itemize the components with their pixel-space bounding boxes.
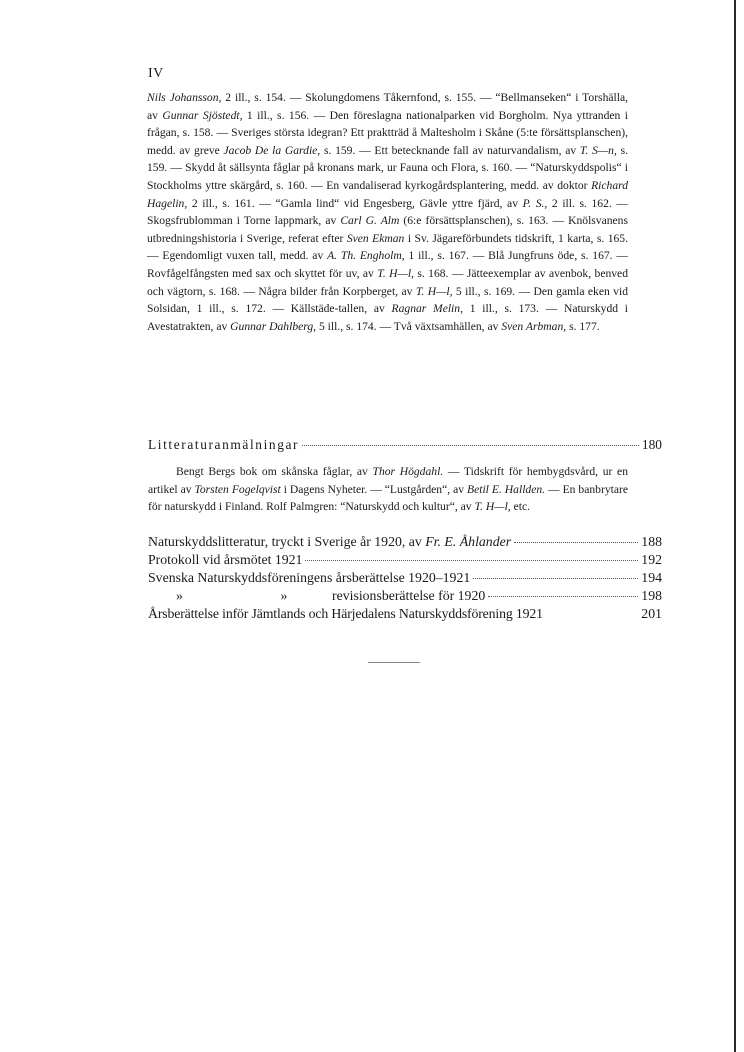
italic-name: Torsten Fogelqvist bbox=[194, 482, 281, 496]
toc-author: Fr. E. Åhlander bbox=[425, 534, 512, 549]
text-run: 1 ill., s. 156. — Den föreslagna nationalparken vid Borgholm. Nya yttranden i frågan, s. 158. — Sveriges största idegran? Ett praktträd å Maltesholm i Skåne (5:te försättsplanschen), medd. av greve bbox=[147, 108, 628, 157]
italic-name: T. H—l, bbox=[474, 500, 511, 514]
italic-name: Sven Arbman, bbox=[501, 319, 567, 333]
text-run: 5 ill., s. 169. — Den gamla eken vid Solsidan, 1 ill., s. 172. — Källstäde-tallen, av bbox=[147, 284, 628, 316]
italic-name: T. H—l, bbox=[377, 266, 414, 280]
toc-page-litteratur: 180 bbox=[641, 437, 662, 452]
dot-leader bbox=[302, 445, 639, 446]
dot-leader bbox=[488, 596, 638, 597]
toc-title-text: Naturskyddslitteratur, tryckt i Sverige år 1920, av bbox=[148, 534, 422, 549]
italic-name: Carl G. Alm bbox=[340, 214, 400, 228]
page-edge-line bbox=[734, 0, 736, 1052]
italic-name: Gunnar Dahlberg, bbox=[230, 319, 317, 333]
text-run: 2 ill., s. 161. — “Gamla lind“ vid Engesberg, Gävle yttre fjärd, av bbox=[187, 196, 523, 210]
italic-name: Jacob De la Gardie, bbox=[223, 143, 321, 157]
toc-page-192: 192 bbox=[641, 552, 662, 567]
ditto-mark: » bbox=[280, 588, 288, 603]
toc-title-revisionsberattelse bbox=[148, 588, 485, 604]
toc-page-198: 198 bbox=[641, 588, 662, 603]
text-run: — Tidskrift för hembygdsvård, ur en artikel av bbox=[148, 465, 629, 496]
ditto-mark: » bbox=[176, 588, 183, 603]
text-run: s. 159. — Ett betecknande fall av naturvandalism, av bbox=[320, 143, 580, 157]
toc-row-jamtland bbox=[148, 606, 662, 622]
text-run: 2 ill. s. 162. — Skogsfrublomman i Torne lappmark, av bbox=[147, 196, 628, 228]
toc-row-naturskyddslitteratur bbox=[148, 534, 662, 550]
toc-page-201: 201 bbox=[641, 606, 662, 621]
toc-page-194: 194 bbox=[641, 570, 662, 585]
toc-title-arsberattelse-snf: Svenska Naturskyddsföreningens årsberättelse 1920–1921 bbox=[148, 570, 471, 585]
italic-name: Gunnar Sjöstedt, bbox=[162, 108, 243, 122]
text-run: etc. bbox=[510, 500, 530, 514]
text-run: s. 168. — Jätteexemplar av avenbok, benved och vägtorn, s. 168. — Några bilder från Korpberget, av bbox=[147, 266, 628, 298]
body-paragraph bbox=[147, 89, 628, 335]
toc-title-jamtland: Årsberättelse inför Jämtlands och Härjedalens Naturskyddsförening 1921 bbox=[148, 606, 543, 621]
toc-title-protokoll: Protokoll vid årsmötet 1921 bbox=[148, 552, 303, 567]
page-number: IV bbox=[148, 66, 164, 81]
italic-name: Sven Ekman bbox=[346, 231, 405, 245]
text-run: — En banbrytare för naturskydd i Finland. Rolf Palmgren: “Naturskydd och kultur“, av bbox=[148, 482, 628, 514]
italic-name: Thor Högdahl. bbox=[372, 465, 444, 478]
text-run: 2 ill., s. 154. — Skolungdomens Tåkernfond, s. 155. — “Bellmanseken“ i Torshälla, av bbox=[147, 91, 628, 122]
italic-name: Nils Johansson, bbox=[147, 91, 222, 104]
toc-row-arsberattelse-snf bbox=[148, 570, 662, 586]
dot-leader bbox=[514, 542, 638, 543]
text-run: i Dagens Nyheter. — “Lustgården“, av bbox=[280, 482, 467, 496]
end-divider bbox=[368, 662, 420, 663]
dot-leader bbox=[473, 578, 638, 579]
italic-name: P. S., bbox=[522, 196, 548, 210]
text-run: s. 177. bbox=[566, 319, 600, 333]
italic-name: Betil E. Hallden. bbox=[467, 482, 546, 496]
text-run: Bengt Bergs bok om skånska fåglar, av bbox=[176, 465, 373, 478]
text-run: s. 159. — Skydd åt sällsynta fåglar på kronans mark, ur Fauna och Flora, s. 160. — “Naturskyddspolis“ i Stockholms yttre skärgård, s. 160. — En vandaliserad kyrkogårdsplantering, medd. av doktor bbox=[147, 143, 629, 192]
text-run: (6:e försättsplanschen), s. 163. — Knölsvanens utbredningshistoria i Sverige, referat efter bbox=[147, 214, 628, 245]
italic-name: A. Th. Engholm, bbox=[327, 249, 405, 263]
toc-title-text: revisionsberättelse för 1920 bbox=[332, 588, 486, 603]
dot-leader bbox=[305, 560, 638, 561]
italic-name: T. S—n, bbox=[579, 143, 617, 157]
text-run: i Sv. Jägareförbundets tidskrift, 1 karta, s. 165. — Egendomligt vuxen tall, medd. av bbox=[147, 231, 628, 263]
toc-row-protokoll bbox=[148, 552, 662, 568]
italic-name: Ragnar Melin, bbox=[391, 302, 463, 316]
toc-title-litteratur: Litteraturanmälningar bbox=[148, 437, 300, 452]
italic-name: Richard Hagelin, bbox=[147, 178, 628, 210]
litteratur-subentries bbox=[148, 463, 628, 516]
text-run: 1 ill., s. 173. — Naturskydd i Avestatrakten, av bbox=[147, 302, 628, 333]
toc-row-litteratur bbox=[148, 437, 662, 453]
text-run: 1 ill., s. 167. — Blå Jungfruns öde, s. 167. — Rovfågelfångsten med sax och skyttet för uv, av bbox=[147, 249, 628, 280]
toc-title-naturskyddslitteratur bbox=[148, 534, 511, 550]
text-run: 5 ill., s. 174. — Två växtsamhällen, av bbox=[316, 319, 502, 333]
toc-page-188: 188 bbox=[641, 534, 662, 549]
toc-row-revisionsberattelse bbox=[148, 588, 662, 604]
italic-name: T. H—l, bbox=[415, 284, 453, 298]
